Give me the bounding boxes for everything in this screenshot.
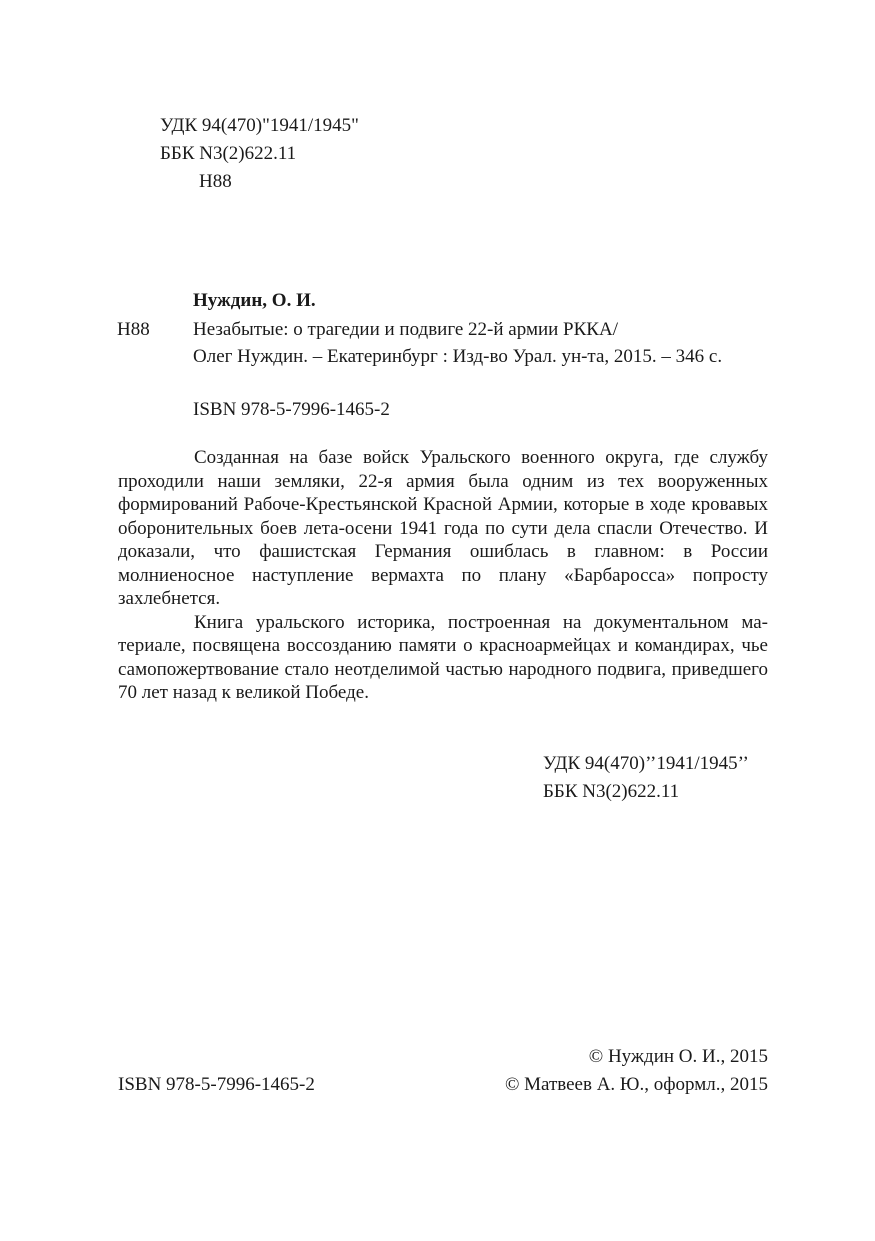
copyright-design: © Матвеев А. Ю., оформл., 2015 <box>504 1074 768 1095</box>
annotation-paragraph-2: Книга уральского историка, построенная на документальном материале, посвящена воссозданию памяти о красноармейцах и командирах, чье самопожертвование стало неотделимой частью народного подвига, приведшего 70 лет назад к великой Победе. <box>118 611 768 703</box>
classification-udk: УДК 94(470)’’1941/1945’’ <box>543 753 749 774</box>
catalog-author: Нуждин, О. И. <box>193 290 316 311</box>
header-author-mark: Н88 <box>199 171 232 192</box>
classification-bbk: ББК N3(2)622.11 <box>543 781 680 802</box>
catalog-title-line1: Незабытые: о трагедии и подвиге 22-й армии РККА/ <box>193 319 618 340</box>
annotation-paragraph-1: Созданная на базе войск Уральского военного округа, где службу проходили наши земляки, 22-я армия была одним из тех вооруженных формирований Рабоче-Крестьянской Красной Армии, которые в ходе кровавых оборонительных боев лета-осени 1941 года по сути дела спасли Отечество. И доказали, что фашистская Германия ошиблась в главном: в России молниеносное наступление вермахта по плану «Барбаросса» попросту захлебнется. <box>118 447 768 609</box>
header-udk: УДК 94(470)"1941/1945" <box>160 115 359 136</box>
catalog-title-line2: Олег Нуждин. – Екатеринбург : Изд-во Урал. ун-та, 2015. – 346 с. <box>193 346 723 367</box>
copyright-author: © Нуждин О. И., 2015 <box>588 1046 768 1067</box>
catalog-mark: Н88 <box>117 319 150 340</box>
catalog-isbn: ISBN 978-5-7996-1465-2 <box>193 399 390 420</box>
annotation <box>118 446 768 705</box>
footer-isbn: ISBN 978-5-7996-1465-2 <box>118 1074 315 1095</box>
header-bbk: ББК N3(2)622.11 <box>160 143 297 164</box>
